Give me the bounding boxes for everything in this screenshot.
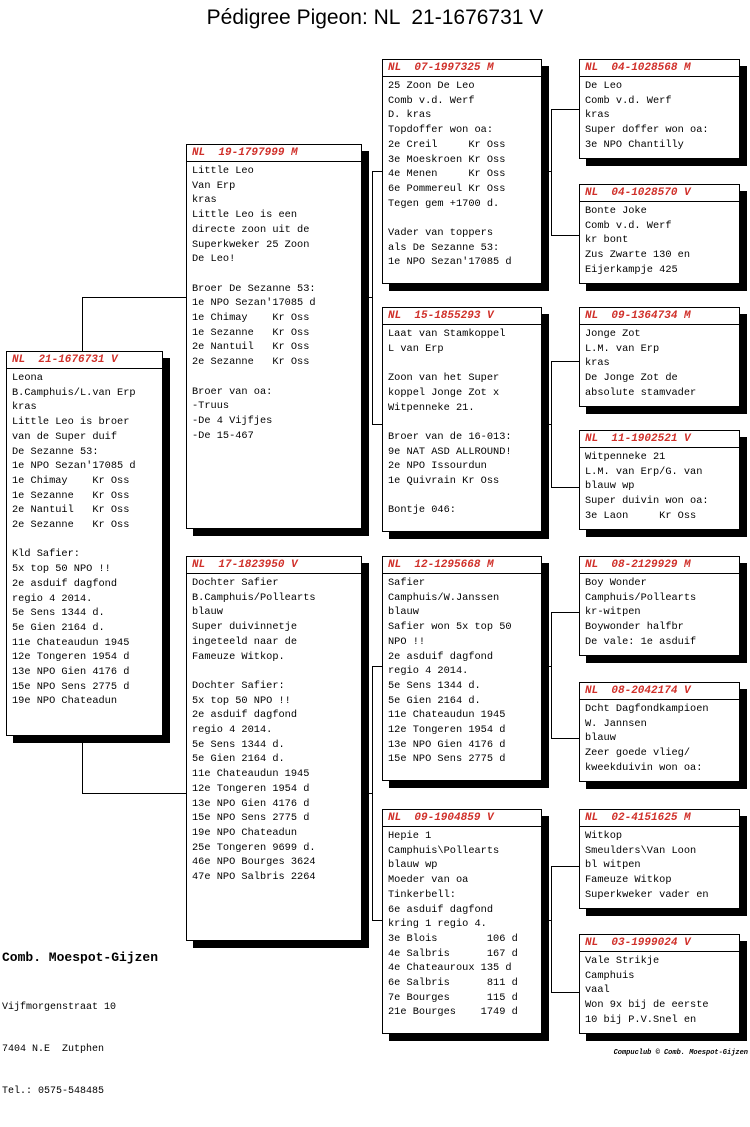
detail-line: Topdoffer won oa: bbox=[388, 124, 494, 137]
address-line: 7404 N.E Zutphen bbox=[2, 1044, 105, 1055]
ring-number: NL 15-1855293 V bbox=[383, 308, 541, 325]
address-line: Vijfmorgenstraat 10 bbox=[2, 1002, 117, 1013]
detail-line: 11e Chateaudun 1945 bbox=[192, 768, 310, 781]
detail-line: Broer van de 16-013: bbox=[388, 430, 512, 443]
ring-number: NL 21-1676731 V bbox=[7, 352, 162, 369]
detail-line: 5e Gien 2164 d. bbox=[388, 694, 481, 707]
detail-line: Moeder van oa bbox=[388, 874, 469, 887]
detail-line: Comb v.d. Werf bbox=[585, 94, 672, 107]
detail-line: 4e Menen Kr Oss bbox=[388, 168, 506, 181]
detail-line: Jonge Zot bbox=[585, 328, 641, 340]
detail-line: Dcht Dagfondkampioen bbox=[585, 703, 709, 715]
detail-line: 6e Salbris 811 d bbox=[388, 977, 518, 990]
detail-line: Zeer goede vlieg/ bbox=[585, 747, 691, 760]
pigeon-card-dss bbox=[579, 556, 740, 656]
detail-line: Vader van toppers bbox=[388, 227, 494, 240]
detail-line: 11e Chateaudun 1945 bbox=[388, 709, 506, 722]
pigeon-card-sire bbox=[186, 144, 362, 529]
ring-number: NL 04-1028570 V bbox=[580, 185, 739, 202]
detail-line: Leona bbox=[12, 372, 43, 384]
detail-line: Laat van Stamkoppel bbox=[388, 328, 506, 340]
pigeon-card-dam-dam bbox=[382, 809, 542, 1034]
detail-line: kweekduivin won oa: bbox=[585, 761, 703, 774]
detail-line: Superkweker vader en bbox=[585, 888, 709, 901]
detail-line: 3e Moeskroen Kr Oss bbox=[388, 153, 506, 166]
detail-line: -Truus bbox=[192, 400, 230, 413]
detail-line: 5e Gien 2164 d. bbox=[12, 621, 105, 634]
connector bbox=[551, 866, 579, 867]
detail-line bbox=[192, 370, 356, 385]
detail-line bbox=[388, 415, 536, 430]
detail-line: 11e Chateaudun 1945 bbox=[12, 636, 130, 649]
detail-line: bl witpen bbox=[585, 859, 641, 872]
connector bbox=[362, 793, 372, 794]
connector bbox=[372, 424, 382, 425]
detail-line: 46e NPO Bourges 3624 bbox=[192, 856, 316, 869]
pigeon-details bbox=[383, 827, 541, 1022]
detail-line: 5e Gien 2164 d. bbox=[192, 753, 285, 766]
ring-number: NL 12-1295668 M bbox=[383, 557, 541, 574]
connector bbox=[372, 666, 382, 667]
detail-line bbox=[192, 267, 356, 282]
detail-line: Comb v.d. Werf bbox=[388, 94, 475, 107]
detail-line: blauw bbox=[388, 606, 419, 619]
detail-line: -De 15-467 bbox=[192, 429, 254, 442]
detail-line: Camphuis/Pollearts bbox=[585, 591, 697, 604]
detail-line: L.M. van Erp bbox=[585, 342, 660, 355]
detail-line: van de Super duif bbox=[12, 430, 118, 443]
connector bbox=[551, 235, 579, 236]
connector bbox=[82, 297, 83, 352]
ring-number: NL 04-1028568 M bbox=[580, 60, 739, 77]
pigeon-card-dsd bbox=[579, 682, 740, 782]
pigeon-card-ssd bbox=[579, 184, 740, 284]
breeder-info bbox=[2, 950, 158, 1127]
detail-line: kr bont bbox=[585, 234, 629, 247]
detail-line: 1e Sezanne Kr Oss bbox=[12, 489, 130, 502]
detail-line: 3e Blois 106 d bbox=[388, 932, 518, 945]
pigeon-card-subject bbox=[6, 351, 163, 736]
detail-line: 2e Creil Kr Oss bbox=[388, 138, 506, 151]
connector bbox=[372, 171, 373, 424]
pigeon-details bbox=[580, 700, 739, 778]
detail-line: blauw wp bbox=[388, 859, 438, 872]
detail-line bbox=[388, 211, 536, 226]
detail-line: -De 4 Vijfjes bbox=[192, 414, 273, 427]
detail-line: Fameuze Witkop bbox=[585, 874, 672, 887]
pigeon-card-ddd bbox=[579, 934, 740, 1034]
connector bbox=[551, 109, 579, 110]
detail-line: NPO !! bbox=[388, 635, 426, 648]
detail-line: 2e Sezanne Kr Oss bbox=[192, 356, 310, 369]
pigeon-card-sds bbox=[579, 307, 740, 407]
detail-line: L.M. van Erp/G. van bbox=[585, 465, 703, 478]
detail-line: Super duivin won oa: bbox=[585, 495, 709, 508]
connector bbox=[542, 171, 551, 172]
ring-number: NL 19-1797999 M bbox=[187, 145, 361, 162]
detail-line: 12e Tongeren 1954 d bbox=[388, 724, 506, 737]
detail-line: 4e Chateauroux 135 d bbox=[388, 962, 512, 975]
detail-line: vaal bbox=[585, 984, 610, 997]
detail-line bbox=[388, 356, 536, 371]
pigeon-details bbox=[7, 369, 162, 711]
detail-line: Dochter Safier bbox=[192, 577, 279, 589]
detail-line: 1e Quivrain Kr Oss bbox=[388, 475, 500, 488]
detail-line: Zus Zwarte 130 en bbox=[585, 249, 691, 262]
detail-line: regio 4 2014. bbox=[388, 665, 469, 678]
connector bbox=[542, 920, 551, 921]
detail-line: kras bbox=[585, 109, 610, 122]
detail-line: 19e NPO Chateadun bbox=[192, 826, 298, 839]
detail-line: regio 4 2014. bbox=[192, 724, 273, 737]
connector bbox=[82, 740, 83, 793]
detail-line: 9e NAT ASD ALLROUND! bbox=[388, 445, 512, 458]
ring-number: NL 07-1997325 M bbox=[383, 60, 541, 77]
detail-line: 1e NPO Sezan'17085 d bbox=[388, 256, 512, 269]
pigeon-card-sdd bbox=[579, 430, 740, 530]
connector bbox=[542, 424, 551, 425]
detail-line: 2e Nantuil Kr Oss bbox=[192, 341, 310, 354]
ring-number: NL 08-2042174 V bbox=[580, 683, 739, 700]
breeder-address bbox=[2, 973, 158, 1127]
detail-line: 2e Sezanne Kr Oss bbox=[12, 519, 130, 532]
detail-line: 13e NPO Gien 4176 d bbox=[192, 797, 310, 810]
pigeon-details bbox=[187, 574, 361, 887]
detail-line: Camphuis bbox=[585, 969, 635, 982]
detail-line: 5e Sens 1344 d. bbox=[192, 738, 285, 751]
ring-number: NL 09-1364734 M bbox=[580, 308, 739, 325]
detail-line: Eijerkampje 425 bbox=[585, 263, 678, 276]
detail-line: als De Sezanne 53: bbox=[388, 241, 500, 254]
pigeon-card-sire-dam bbox=[382, 307, 542, 532]
detail-line: L van Erp bbox=[388, 342, 444, 355]
detail-line bbox=[12, 533, 157, 548]
address-line: Tel.: 0575-548485 bbox=[2, 1086, 105, 1097]
detail-line: 5x top 50 NPO !! bbox=[12, 563, 111, 576]
pigeon-card-sire-sire bbox=[382, 59, 542, 284]
connector bbox=[551, 612, 552, 738]
detail-line: 5x top 50 NPO !! bbox=[192, 694, 291, 707]
detail-line: Camphuis/W.Janssen bbox=[388, 591, 500, 604]
detail-line: kras bbox=[585, 357, 610, 370]
connector bbox=[542, 666, 551, 667]
detail-line: De Leo! bbox=[192, 253, 236, 266]
detail-line: Little Leo is broer bbox=[12, 416, 130, 429]
detail-line: 1e Sezanne Kr Oss bbox=[192, 326, 310, 339]
detail-line: Fameuze Witkop. bbox=[192, 650, 285, 663]
detail-line: koppel Jonge Zot x bbox=[388, 386, 500, 399]
detail-line: Hepie 1 bbox=[388, 830, 432, 842]
detail-line: 2e NPO Issourdun bbox=[388, 460, 487, 473]
detail-line: 15e NPO Sens 2775 d bbox=[388, 753, 506, 766]
detail-line: 6e Pommereul Kr Oss bbox=[388, 182, 506, 195]
detail-line: B.Camphuis/L.van Erp bbox=[12, 386, 136, 399]
connector bbox=[551, 487, 579, 488]
detail-line: 3e NPO Chantilly bbox=[585, 138, 684, 151]
detail-line: kras bbox=[12, 401, 37, 414]
pigeon-details bbox=[383, 574, 541, 769]
detail-line: Safier bbox=[388, 577, 426, 589]
pigeon-details bbox=[580, 202, 739, 280]
detail-line: 5e Sens 1344 d. bbox=[388, 679, 481, 692]
connector bbox=[551, 109, 552, 235]
ring-number: NL 02-4151625 M bbox=[580, 810, 739, 827]
detail-line: Tinkerbell: bbox=[388, 888, 456, 901]
detail-line: Won 9x bij de eerste bbox=[585, 999, 709, 1012]
detail-line: Zoon van het Super bbox=[388, 372, 500, 385]
page-title: Pédigree Pigeon: NL 21-1676731 V bbox=[206, 6, 544, 29]
detail-line: Safier won 5x top 50 bbox=[388, 621, 512, 634]
detail-line: Comb v.d. Werf bbox=[585, 219, 672, 232]
detail-line: Van Erp bbox=[192, 179, 236, 192]
detail-line: 21e Bourges 1749 d bbox=[388, 1006, 518, 1019]
connector bbox=[551, 738, 579, 739]
connector bbox=[551, 992, 579, 993]
detail-line: blauw bbox=[585, 732, 616, 745]
detail-line: 15e NPO Sens 2775 d bbox=[192, 812, 310, 825]
detail-line: 2e asduif dagfond bbox=[12, 577, 118, 590]
detail-line: Boywonder halfbr bbox=[585, 621, 684, 634]
detail-line: 13e NPO Gien 4176 d bbox=[388, 738, 506, 751]
breeder-name: Comb. Moespot-Gijzen bbox=[2, 950, 159, 965]
detail-line: 1e NPO Sezan'17085 d bbox=[192, 297, 316, 310]
detail-line: blauw wp bbox=[585, 480, 635, 493]
pigeon-card-dam bbox=[186, 556, 362, 941]
connector bbox=[82, 297, 186, 298]
detail-line: 25 Zoon De Leo bbox=[388, 80, 475, 92]
detail-line: regio 4 2014. bbox=[12, 592, 93, 605]
connector bbox=[551, 361, 579, 362]
pigeon-details bbox=[383, 325, 541, 520]
detail-line: 10 bij P.V.Snel en bbox=[585, 1013, 697, 1026]
detail-line: 2e Nantuil Kr Oss bbox=[12, 504, 130, 517]
detail-line: 4e Salbris 167 d bbox=[388, 947, 518, 960]
detail-line: 12e Tongeren 1954 d bbox=[192, 782, 310, 795]
detail-line: Kld Safier: bbox=[12, 548, 80, 561]
detail-line: 13e NPO Gien 4176 d bbox=[12, 666, 130, 679]
detail-line: 19e NPO Chateadun bbox=[12, 695, 118, 708]
detail-line: Super duivinnetje bbox=[192, 621, 298, 634]
connector bbox=[372, 666, 373, 920]
detail-line: directe zoon uit de bbox=[192, 223, 310, 236]
connector bbox=[82, 793, 186, 794]
connector bbox=[551, 866, 552, 992]
detail-line: De vale: 1e asduif bbox=[585, 635, 697, 648]
detail-line: 6e asduif dagfond bbox=[388, 903, 494, 916]
pigeon-details bbox=[580, 574, 739, 652]
pigeon-details bbox=[580, 325, 739, 403]
detail-line: ingeteeld naar de bbox=[192, 635, 298, 648]
detail-line: Vale Strikje bbox=[585, 955, 660, 967]
detail-line: D. kras bbox=[388, 109, 432, 122]
detail-line: kras bbox=[192, 194, 217, 207]
pigeon-card-dds bbox=[579, 809, 740, 909]
detail-line: Bontje 046: bbox=[388, 504, 456, 517]
detail-line: 5e Sens 1344 d. bbox=[12, 607, 105, 620]
detail-line: Witpenneke 21. bbox=[388, 401, 475, 414]
detail-line bbox=[192, 664, 356, 679]
pigeon-details bbox=[187, 162, 361, 445]
connector bbox=[372, 920, 382, 921]
detail-line: 2e asduif dagfond bbox=[192, 709, 298, 722]
detail-line: kring 1 regio 4. bbox=[388, 918, 487, 931]
ring-number: NL 03-1999024 V bbox=[580, 935, 739, 952]
detail-line: Little Leo is een bbox=[192, 209, 298, 222]
detail-line: absolute stamvader bbox=[585, 386, 697, 399]
detail-line: Smeulders\Van Loon bbox=[585, 844, 697, 857]
detail-line: Broer De Sezanne 53: bbox=[192, 282, 316, 295]
detail-line: 15e NPO Sens 2775 d bbox=[12, 680, 130, 693]
ring-number: NL 08-2129929 M bbox=[580, 557, 739, 574]
detail-line: Boy Wonder bbox=[585, 577, 647, 589]
pigeon-details bbox=[580, 827, 739, 905]
detail-line: Superkweker 25 Zoon bbox=[192, 238, 310, 251]
detail-line: De Leo bbox=[585, 80, 623, 92]
detail-line: 47e NPO Salbris 2264 bbox=[192, 871, 316, 884]
detail-line: Camphuis\Pollearts bbox=[388, 844, 500, 857]
connector bbox=[362, 297, 372, 298]
detail-line: Broer van oa: bbox=[192, 385, 273, 398]
detail-line: Little Leo bbox=[192, 165, 254, 177]
connector bbox=[551, 612, 579, 613]
pigeon-card-sss bbox=[579, 59, 740, 159]
detail-line: Bonte Joke bbox=[585, 205, 647, 217]
detail-line: 1e NPO Sezan'17085 d bbox=[12, 460, 136, 473]
detail-line: Tegen gem +1700 d. bbox=[388, 197, 500, 210]
detail-line: 1e Chimay Kr Oss bbox=[12, 474, 130, 487]
detail-line: Witkop bbox=[585, 830, 623, 842]
detail-line: 3e Laon Kr Oss bbox=[585, 509, 697, 522]
detail-line: De Jonge Zot de bbox=[585, 372, 678, 385]
pigeon-card-dam-sire bbox=[382, 556, 542, 781]
connector bbox=[372, 171, 382, 172]
detail-line: 25e Tongeren 9699 d. bbox=[192, 841, 316, 854]
detail-line: W. Jannsen bbox=[585, 717, 647, 730]
ring-number: NL 11-1902521 V bbox=[580, 431, 739, 448]
detail-line bbox=[388, 489, 536, 504]
detail-line: De Sezanne 53: bbox=[12, 445, 99, 458]
detail-line: blauw bbox=[192, 606, 223, 619]
detail-line: 2e asduif dagfond bbox=[388, 650, 494, 663]
pigeon-details bbox=[383, 77, 541, 272]
connector bbox=[551, 361, 552, 487]
detail-line: 1e Chimay Kr Oss bbox=[192, 312, 310, 325]
ring-number: NL 09-1904859 V bbox=[383, 810, 541, 827]
detail-line: 12e Tongeren 1954 d bbox=[12, 651, 130, 664]
pigeon-details bbox=[580, 77, 739, 155]
detail-line: kr-witpen bbox=[585, 606, 641, 619]
pigeon-details bbox=[580, 448, 739, 526]
pigeon-details bbox=[580, 952, 739, 1030]
ring-number: NL 17-1823950 V bbox=[187, 557, 361, 574]
detail-line: Super doffer won oa: bbox=[585, 124, 709, 137]
detail-line: Dochter Safier: bbox=[192, 679, 285, 692]
detail-line: 7e Bourges 115 d bbox=[388, 991, 518, 1004]
detail-line: Witpenneke 21 bbox=[585, 451, 666, 463]
detail-line: B.Camphuis/Pollearts bbox=[192, 591, 316, 604]
footer-credit: Compuclub © Comb. Moespot-Gijzen bbox=[613, 1049, 748, 1057]
